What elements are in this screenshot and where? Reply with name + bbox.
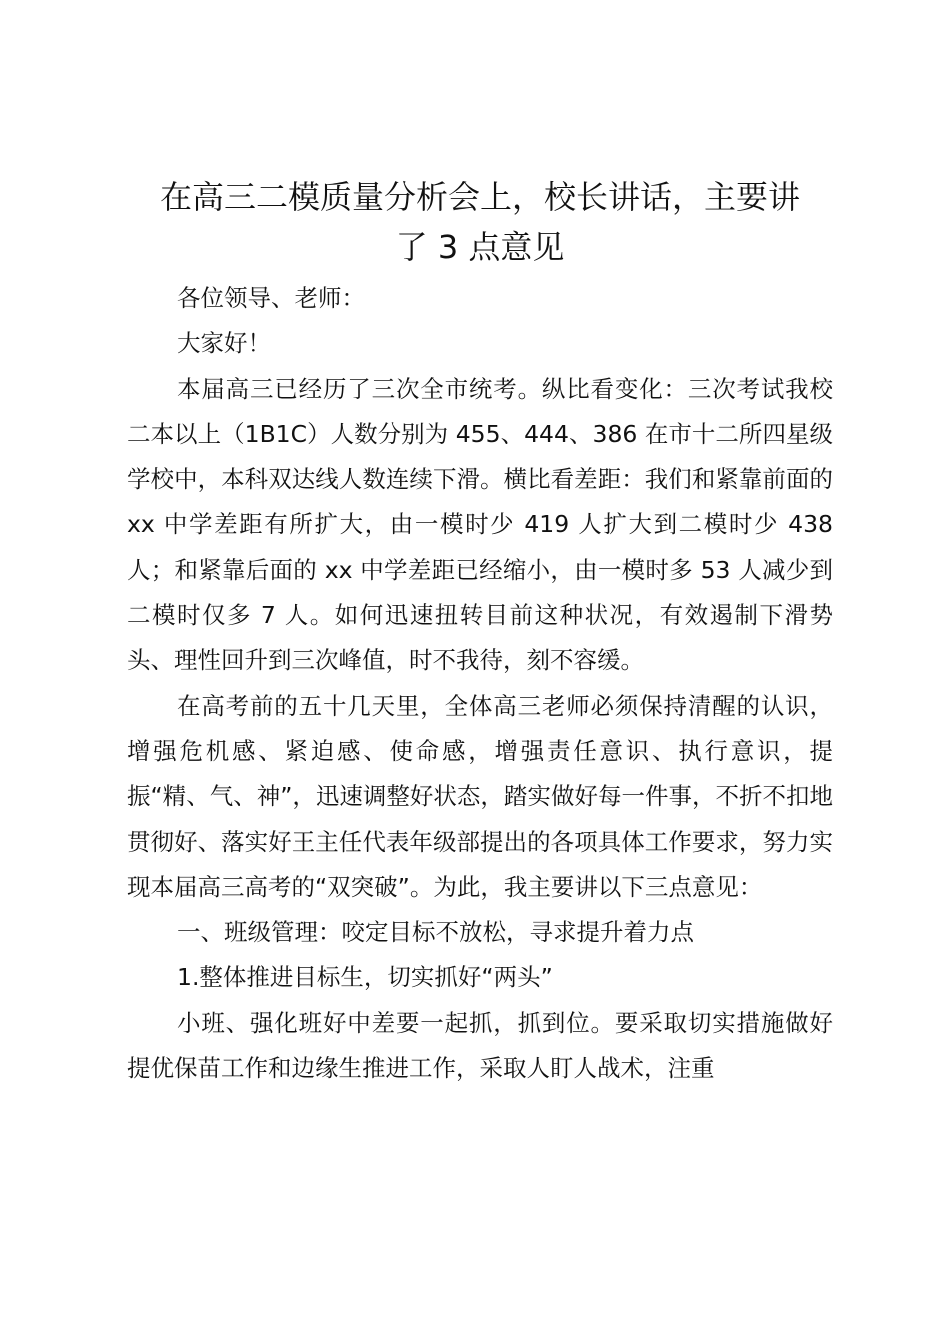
subsection-heading-1-1: 1.整体推进目标生，切实抓好“两头”	[177, 963, 553, 992]
title-line-2: 了 3 点意见	[395, 228, 565, 266]
document-body	[127, 276, 833, 1091]
paragraph-class-management: 小班、强化班好中差要一起抓，抓到位。要采取切实措施做好提优保苗工作和边缘生推进工作，采取人盯人战术，注重	[127, 1008, 833, 1083]
document-title	[120, 172, 840, 272]
section-heading-1: 一、班级管理：咬定目标不放松，寻求提升着力点	[177, 918, 694, 947]
salutation: 各位领导、老师：	[177, 284, 365, 312]
paragraph-situation: 本届高三已经历了三次全市统考。纵比看变化：三次考试我校二本以上（1B1C）人数分别为 455、444、386 在市十二所四星级学校中，本科双达线人数连续下滑。横比看差距：我们和紧靠前面的 xx 中学差距有所扩大，由一模时少 419 人扩大到二模时少 438 人；和紧靠后面的 xx 中学差距已经缩小，由一模时多 53 人减少到二模时仅多 7 人。如何迅速扭转目前这种状况，有效遏制下滑势头、理性回升到三次峰值，时不我待，刻不容缓。	[127, 374, 833, 675]
paragraph-requirements: 在高考前的五十几天里，全体高三老师必须保持清醒的认识，增强危机感、紧迫感、使命感，增强责任意识、执行意识，提振“精、气、神”，迅速调整好状态，踏实做好每一件事，不折不扣地贯彻好、落实好王主任代表年级部提出的各项具体工作要求，努力实现本届高三高考的“双突破”。为此，我主要讲以下三点意见：	[127, 691, 833, 901]
greeting: 大家好！	[177, 329, 271, 358]
title-line-1: 在高三二模质量分析会上，校长讲话，主要讲	[159, 178, 800, 216]
